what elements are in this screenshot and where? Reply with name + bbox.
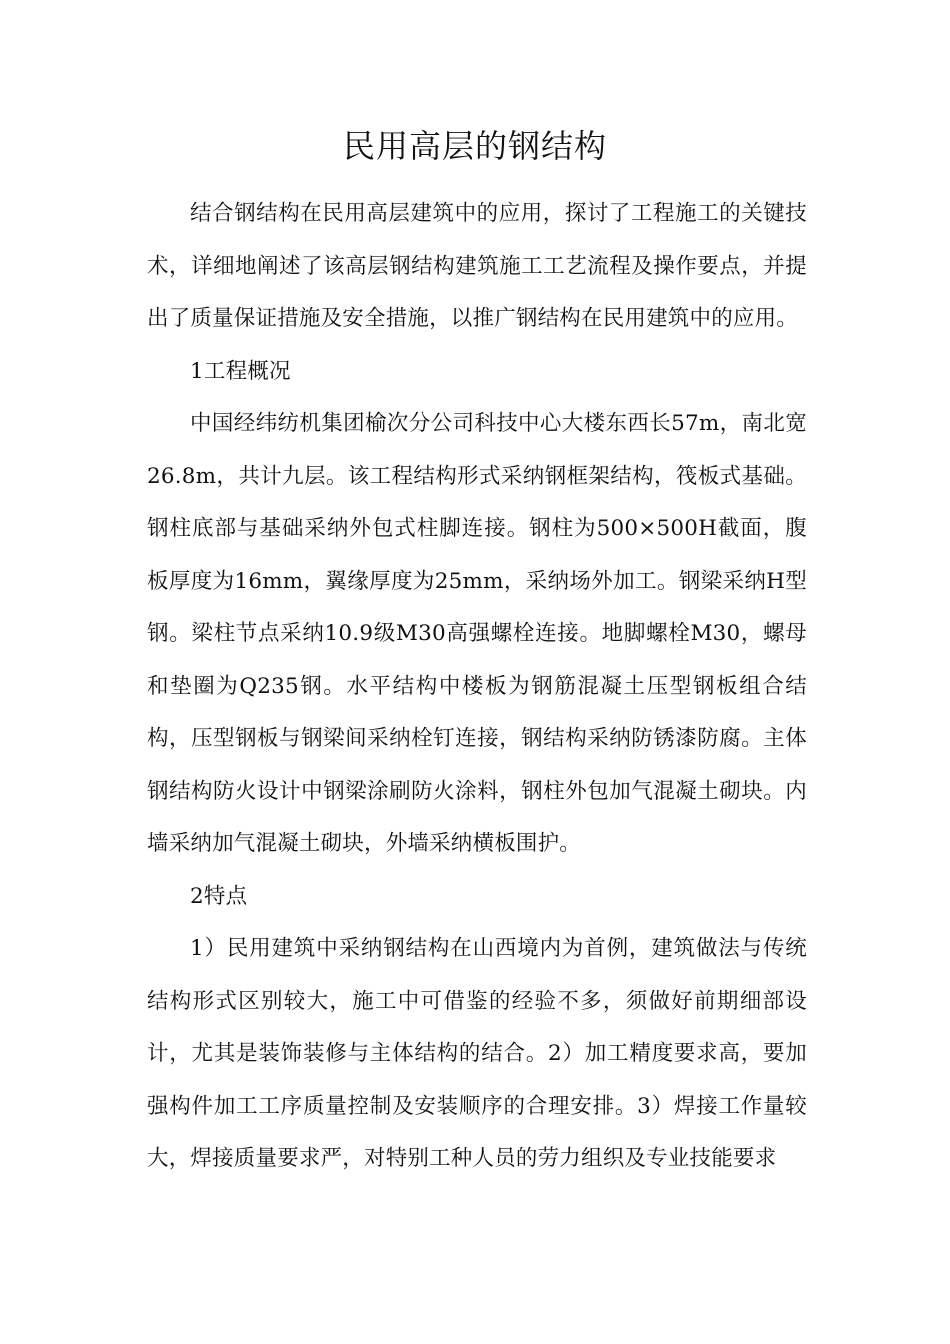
section-heading-overview: 1工程概况: [190, 358, 291, 384]
document-body: [147, 188, 807, 1186]
page-title: 民用高层的钢结构: [342, 127, 607, 165]
paragraph-abstract: 结合钢结构在民用高层建筑中的应用，探讨了工程施工的关键技术，详细地阐述了该高层钢结构建筑施工工艺流程及操作要点，并提出了质量保证措施及安全措施，以推广钢结构在民用建筑中的应用。: [147, 201, 807, 331]
paragraph-overview: 中国经纬纺机集团榆次分公司科技中心大楼东西长57m，南北宽26.8m，共计九层。该工程结构形式采纳钢框架结构，筏板式基础。钢柱底部与基础采纳外包式柱脚连接。钢柱为500×500H截面，腹板厚度为16mm，翼缘厚度为25mm，采纳场外加工。钢梁采纳H型钢。梁柱节点采纳10.9级M30高强螺栓连接。地脚螺栓M30，螺母和垫圈为Q235钢。水平结构中楼板为钢筋混凝土压型钢板组合结构，压型钢板与钢梁间采纳栓钉连接，钢结构采纳防锈漆防腐。主体钢结构防火设计中钢梁涂刷防火涂料，钢柱外包加气混凝土砌块。内墙采纳加气混凝土砌块，外墙采纳横板围护。: [147, 411, 807, 856]
paragraph-features: 1）民用建筑中采纳钢结构在山西境内为首例，建筑做法与传统结构形式区别较大，施工中可借鉴的经验不多，须做好前期细部设计，尤其是装饰装修与主体结构的结合。2）加工精度要求高，要加强构件加工工序质量控制及安装顺序的合理安排。3）焊接工作量较大，焊接质量要求严，对特别工种人员的劳力组织及专业技能要求: [147, 936, 807, 1171]
section-heading-features: 2特点: [190, 883, 248, 909]
